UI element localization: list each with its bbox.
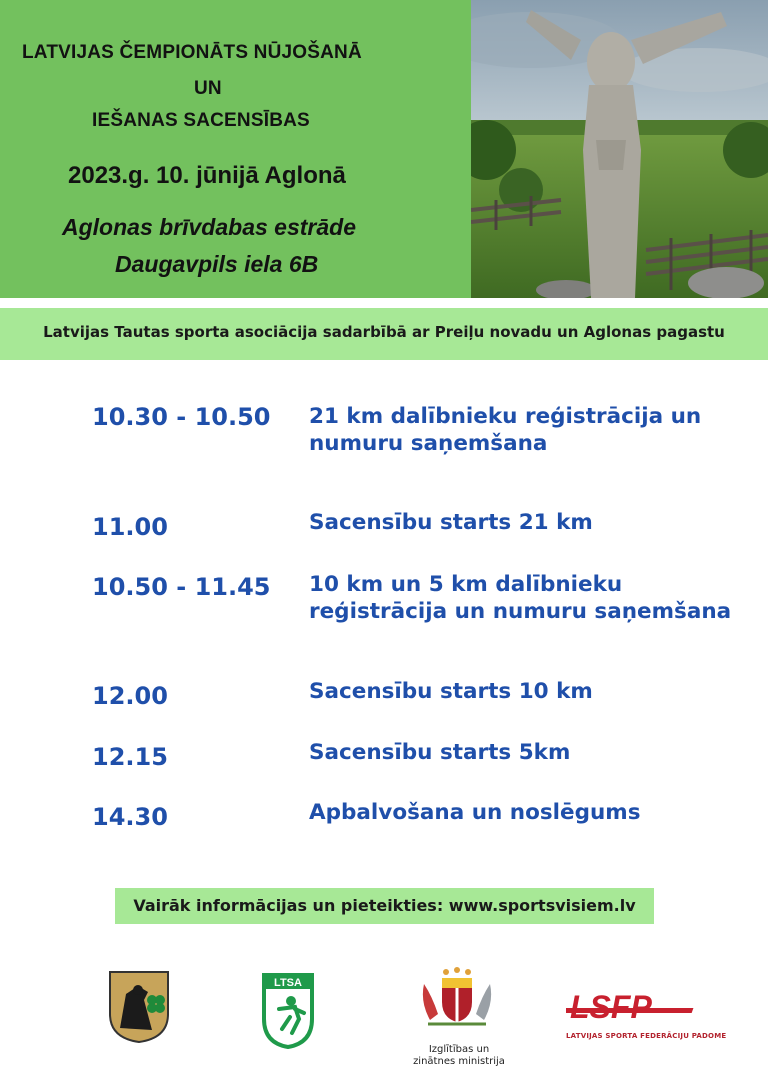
ltsa-logo: [262, 973, 314, 1053]
ministry-coat-of-arms-logo: [418, 966, 496, 1036]
header-green-panel: [0, 0, 471, 298]
schedule-description: Apbalvošana un noslēgums: [309, 800, 641, 825]
schedule-description: Sacensību starts 5km: [309, 740, 571, 765]
schedule-time: 12.00: [92, 682, 168, 710]
schedule-time: 10.30 - 10.50: [92, 403, 271, 431]
venue-address: Daugavpils iela 6B: [115, 251, 319, 277]
lsfp-logo: [566, 990, 700, 1030]
lsfp-logo-text: LSFP: [570, 990, 652, 1025]
schedule-time: 12.15: [92, 743, 168, 771]
event-title-line-2: UN: [194, 78, 222, 99]
schedule-description: 21 km dalībnieku reģistrācija un numuru saņemšana: [309, 404, 702, 456]
schedule-time: 14.30: [92, 803, 168, 831]
schedule-description: Sacensību starts 10 km: [309, 679, 593, 704]
venue-sculpture-photo: [471, 0, 768, 298]
event-title-line-3: IEŠANAS SACENSĪBAS: [92, 110, 310, 131]
schedule-description: 10 km un 5 km dalībnieku reģistrācija un numuru saņemšana: [309, 572, 732, 624]
header: [0, 0, 768, 298]
info-bar-text[interactable]: Vairāk informācijas un pieteikties: www.sportsvisiem.lv: [133, 896, 636, 915]
organizer-band: [0, 308, 768, 360]
schedule-time: 10.50 - 11.45: [92, 573, 271, 601]
ltsa-logo-text: LTSA: [274, 977, 302, 989]
schedule-description: Sacensību starts 21 km: [309, 510, 593, 535]
venue-name: Aglonas brīvdabas estrāde: [62, 214, 356, 240]
aglona-coat-of-arms-logo: [108, 970, 170, 1048]
organizer-text: Latvijas Tautas sporta asociācija sadarbībā ar Preiļu novadu un Aglonas pagastu: [43, 323, 725, 341]
schedule-time: 11.00: [92, 513, 168, 541]
ministry-name: Izglītības un zinātnes ministrija: [413, 1044, 505, 1067]
event-title-line-1: LATVIJAS ČEMPIONĀTS NŪJOŠANĀ: [22, 42, 362, 63]
event-date: 2023.g. 10. jūnijā Aglonā: [68, 162, 346, 189]
lsfp-subtitle: LATVIJAS SPORTA FEDERĀCIJU PADOME: [566, 1032, 727, 1040]
info-bar: [115, 888, 654, 924]
